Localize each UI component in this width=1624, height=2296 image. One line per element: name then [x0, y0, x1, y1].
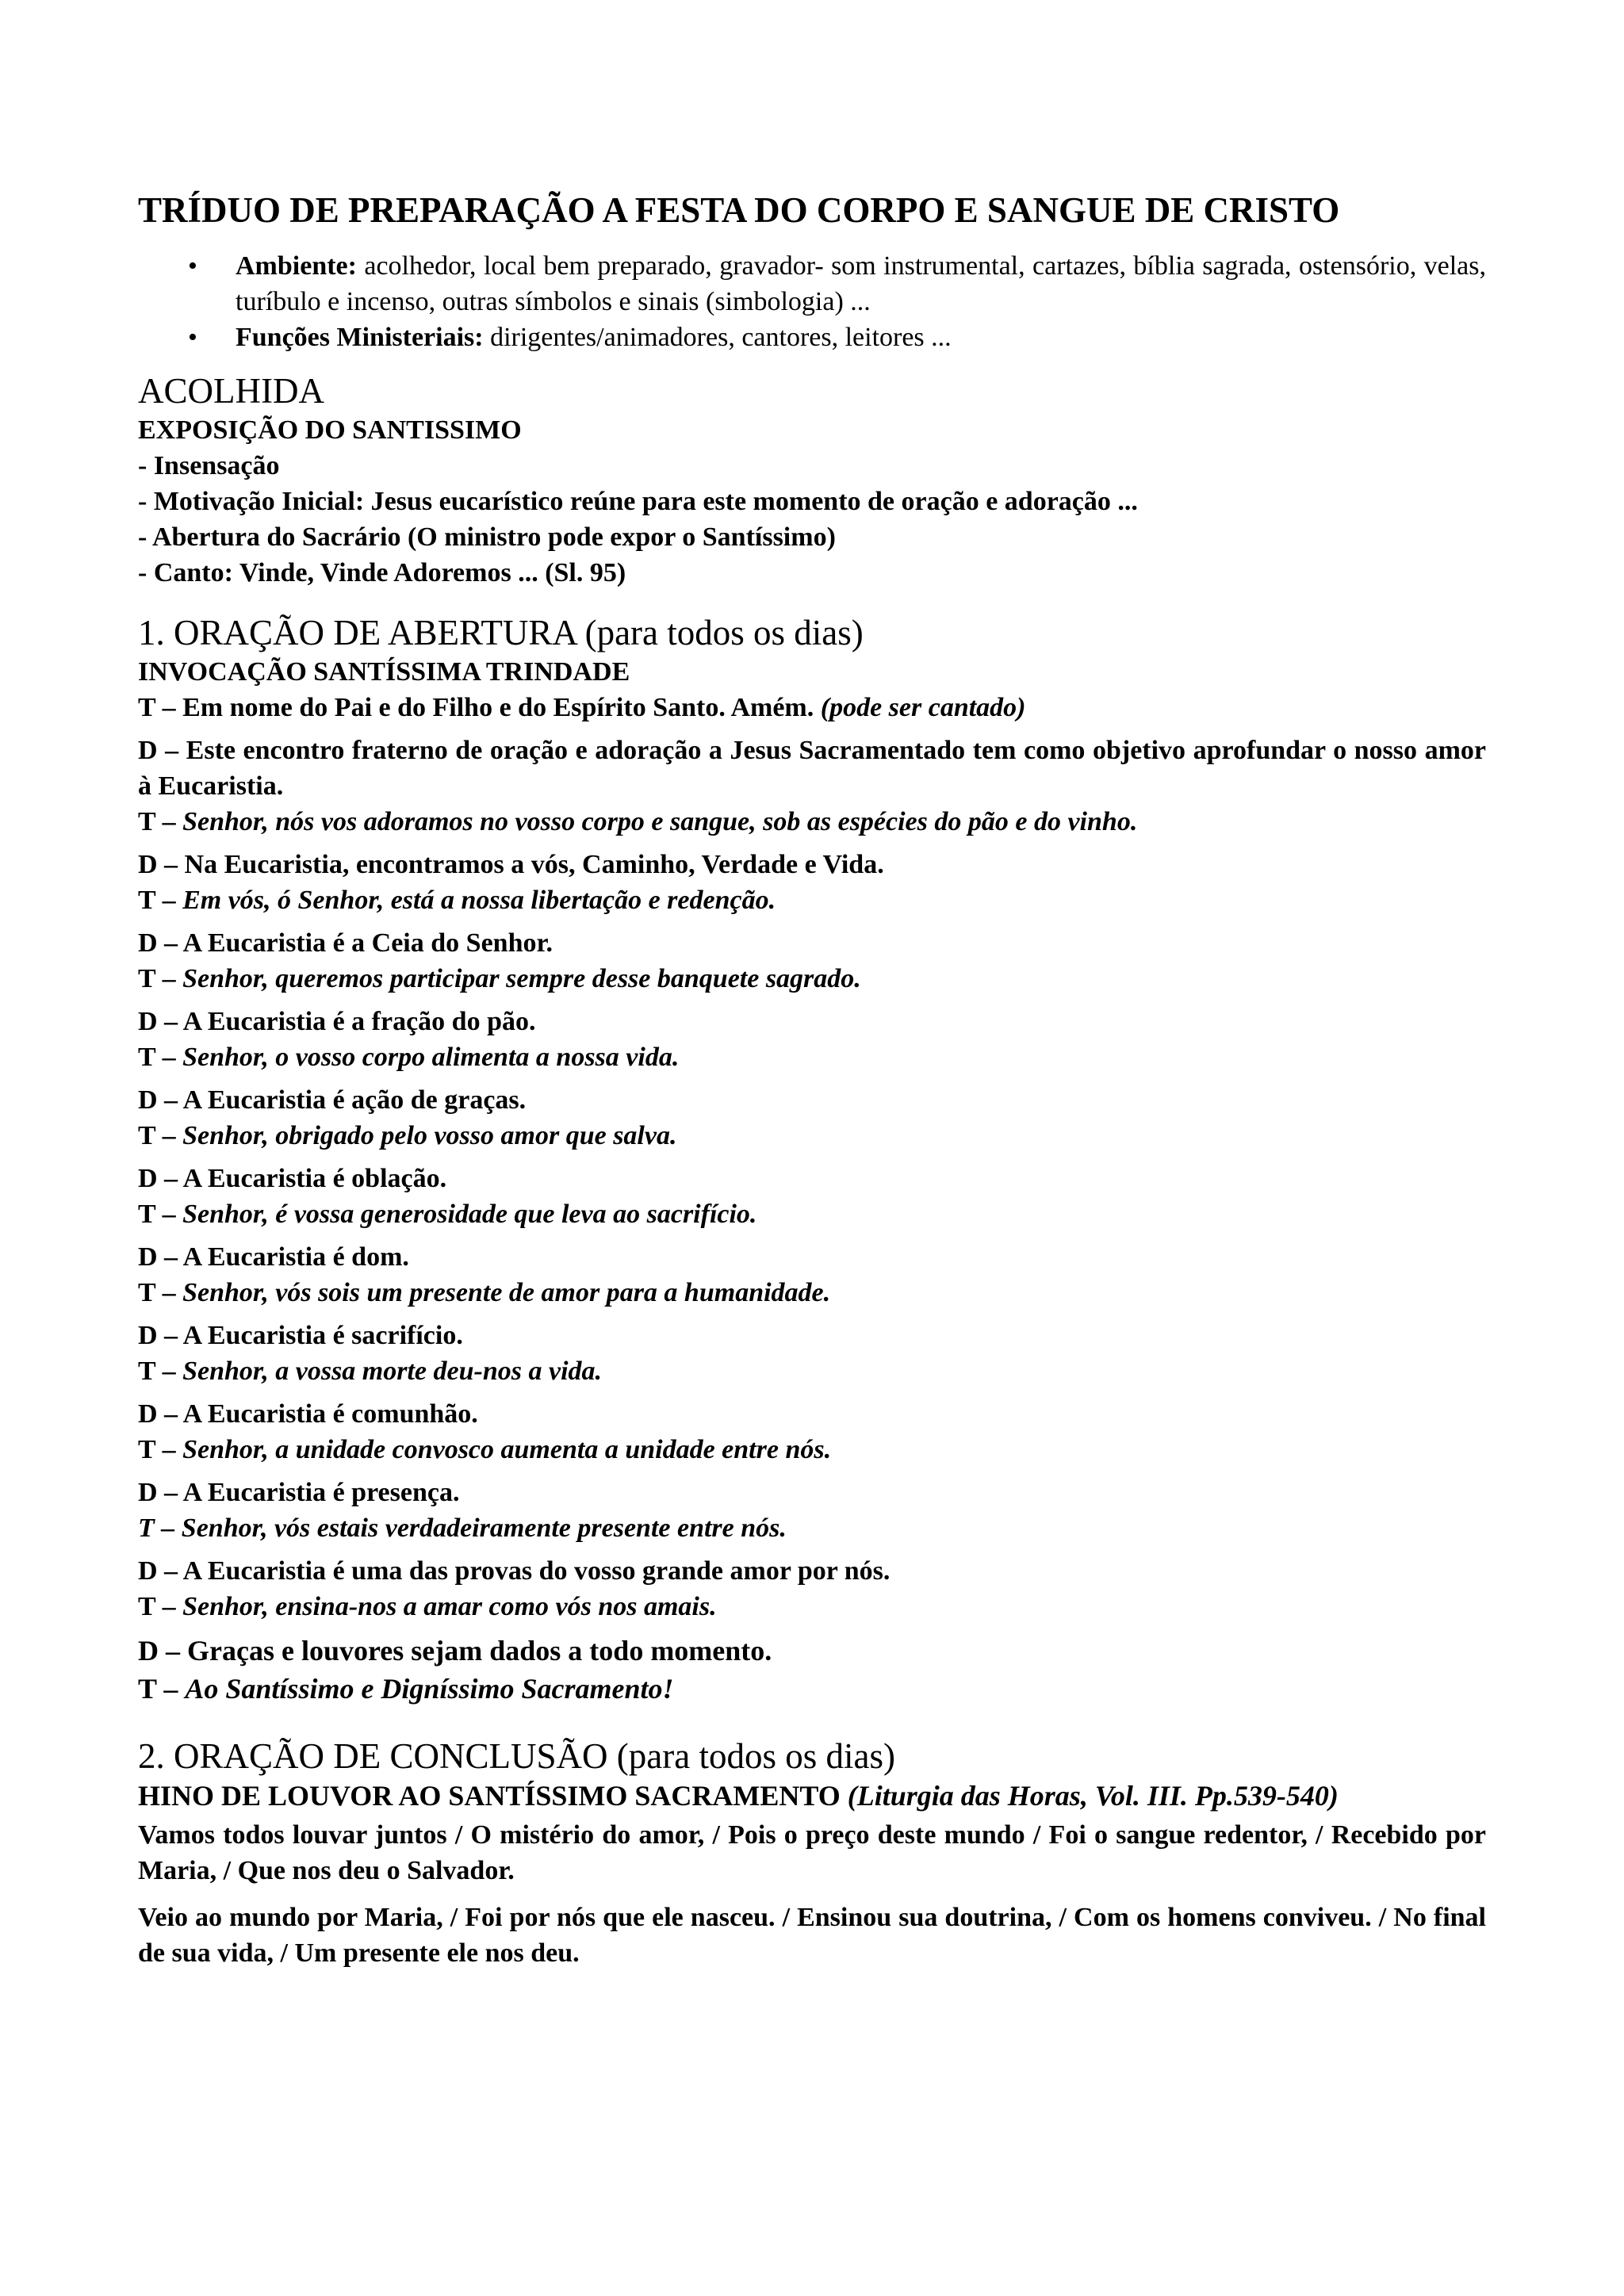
prayer-t-line	[138, 1353, 1486, 1389]
prayer-t-text: Senhor, a vossa morte deu-nos a vida.	[182, 1357, 603, 1386]
prayer-t-text: Senhor, ensina-nos a amar como vós nos amais.	[182, 1592, 717, 1621]
invocation-line	[138, 690, 1486, 725]
conclusao-heading: 2. ORAÇÃO DE CONCLUSÃO (para todos os dias)	[138, 1736, 895, 1776]
prayer-d-line: D – A Eucaristia é uma das provas do vosso grande amor por nós.	[138, 1556, 891, 1586]
prayer-pair	[138, 1004, 1486, 1075]
bullet-dot-icon: •	[188, 251, 197, 281]
prayer-t-prefix: T –	[138, 1592, 183, 1621]
prayer-t-line	[138, 1196, 1486, 1232]
prayer-t-prefix: T –	[138, 886, 183, 915]
prayer-pair-final	[138, 1632, 1486, 1708]
prayer-d-line: D – A Eucaristia é a Ceia do Senhor.	[138, 928, 553, 958]
hino-stanza: Vamos todos louvar juntos / O mistério do amor, / Pois o preço deste mundo / Foi o sangue redentor, / Recebido por Maria, / Que nos deu o Salvador.	[138, 1820, 1486, 1885]
prayer-t-text: Senhor, é vossa generosidade que leva ao sacrifício.	[182, 1200, 757, 1229]
abertura-subheading: INVOCAÇÃO SANTÍSSIMA TRINDADE	[138, 657, 630, 687]
prayer-t-line	[138, 961, 1486, 997]
prayer-t-line	[138, 882, 1486, 918]
prayer-t-line	[138, 1670, 1486, 1708]
prayer-d-line: D – A Eucaristia é dom.	[138, 1242, 409, 1272]
prayer-t-text: Senhor, o vosso corpo alimenta a nossa vida.	[182, 1043, 680, 1072]
prayer-t-line	[138, 1275, 1486, 1311]
hino-reference: (Liturgia das Horas, Vol. III. Pp.539-540)	[847, 1780, 1339, 1812]
prayer-t-prefix: T –	[138, 1278, 183, 1307]
prayer-t-prefix: T –	[138, 1357, 183, 1386]
prayer-t-prefix: T –	[138, 1200, 183, 1229]
document-title: TRÍDUO DE PREPARAÇÃO A FESTA DO CORPO E SANGUE DE CRISTO	[138, 190, 1340, 230]
prayer-pair	[138, 1161, 1486, 1232]
prayer-pair	[138, 733, 1486, 840]
prayer-t-prefix: T –	[138, 1043, 183, 1072]
prayer-d-line: D – A Eucaristia é ação de graças.	[138, 1085, 527, 1115]
document-page	[138, 186, 1486, 1982]
prayer-pair	[138, 1475, 1486, 1546]
prayer-d-line: D – A Eucaristia é a fração do pão.	[138, 1007, 536, 1036]
prayer-t-prefix: T –	[138, 807, 183, 836]
hino-title: HINO DE LOUVOR AO SANTÍSSIMO SACRAMENTO	[138, 1780, 848, 1812]
acolhida-heading: ACOLHIDA	[138, 371, 324, 411]
bullet-funcoes	[188, 320, 1486, 355]
prayer-t-text: Senhor, nós vos adoramos no vosso corpo e sangue, sob as espécies do pão e do vinho.	[182, 807, 1138, 836]
prayer-d-line: D – A Eucaristia é sacrifício.	[138, 1321, 463, 1350]
hino-title-line	[138, 1777, 1486, 1814]
prayer-pair	[138, 1318, 1486, 1389]
abertura-heading: 1. ORAÇÃO DE ABERTURA (para todos os dias)	[138, 613, 864, 652]
prayer-t-line	[138, 804, 1486, 840]
prayer-pair	[138, 1239, 1486, 1311]
acolhida-item: - Insensação	[138, 451, 280, 480]
prayer-t-line	[138, 1510, 1486, 1546]
prayer-t-text: Senhor, obrigado pelo vosso amor que salva.	[182, 1121, 677, 1150]
prayer-t-prefix: T –	[138, 1121, 183, 1150]
prayer-d-line: D – A Eucaristia é oblação.	[138, 1164, 447, 1193]
prayer-t-text: Senhor, a unidade convosco aumenta a unidade entre nós.	[182, 1435, 832, 1464]
prayer-t-prefix: T –	[138, 1673, 186, 1705]
prayer-d-line: D – Este encontro fraterno de oração e adoração a Jesus Sacramentado tem como objetivo aprofundar o nosso amor à Eucaristia.	[138, 736, 1486, 801]
prayer-t-text: Em vós, ó Senhor, está a nossa libertação e redenção.	[182, 886, 776, 915]
prayer-t-text: Senhor, vós estais verdadeiramente presente entre nós.	[181, 1513, 787, 1543]
bullet-list	[138, 248, 1486, 355]
prayer-t-prefix: T –	[138, 1513, 182, 1543]
invocation-text: T – Em nome do Pai e do Filho e do Espírito Santo. Amém.	[138, 693, 821, 722]
hino-stanza: Veio ao mundo por Maria, / Foi por nós que ele nasceu. / Ensinou sua doutrina, / Com os homens conviveu. / No final de sua vida, / Um presente ele nos deu.	[138, 1903, 1486, 1968]
prayer-t-line	[138, 1039, 1486, 1075]
acolhida-item: - Motivação Inicial: Jesus eucarístico reúne para este momento de oração e adoração ...	[138, 487, 1138, 516]
invocation-note: (pode ser cantado)	[820, 693, 1026, 722]
prayer-t-line	[138, 1118, 1486, 1154]
prayer-t-prefix: T –	[138, 964, 183, 993]
prayer-t-line	[138, 1589, 1486, 1624]
bullet-text: dirigentes/animadores, cantores, leitores ...	[483, 323, 952, 352]
prayer-pair	[138, 1396, 1486, 1468]
prayer-t-text: Senhor, queremos participar sempre desse banquete sagrado.	[182, 964, 861, 993]
prayer-d-line: D – Na Eucaristia, encontramos a vós, Caminho, Verdade e Vida.	[138, 850, 884, 879]
prayer-d-line: D – A Eucaristia é comunhão.	[138, 1399, 478, 1429]
acolhida-item: - Canto: Vinde, Vinde Adoremos ... (Sl. 95)	[138, 558, 626, 587]
prayer-t-line	[138, 1432, 1486, 1468]
prayer-t-prefix: T –	[138, 1435, 183, 1464]
bullet-label: Funções Ministeriais:	[236, 323, 484, 352]
prayer-pair	[138, 925, 1486, 997]
prayer-pair	[138, 1082, 1486, 1154]
bullet-dot-icon: •	[188, 323, 197, 352]
prayer-t-text: Ao Santíssimo e Digníssimo Sacramento!	[185, 1673, 674, 1705]
acolhida-subheading: EXPOSIÇÃO DO SANTISSIMO	[138, 415, 522, 445]
prayer-pair	[138, 847, 1486, 918]
prayer-d-line: D – A Eucaristia é presença.	[138, 1478, 460, 1507]
prayer-t-text: Senhor, vós sois um presente de amor para a humanidade.	[182, 1278, 831, 1307]
bullet-text: acolhedor, local bem preparado, gravador- som instrumental, cartazes, bíblia sagrada, ostensório, velas, turíbulo e incenso, outras símbolos e sinais (simbologia) ...	[236, 251, 1486, 316]
bullet-label: Ambiente:	[236, 251, 357, 281]
acolhida-item: - Abertura do Sacrário (O ministro pode expor o Santíssimo)	[138, 522, 836, 552]
prayer-d-line: D – Graças e louvores sejam dados a todo momento.	[138, 1635, 772, 1667]
prayer-pair	[138, 1553, 1486, 1624]
bullet-ambiente	[188, 248, 1486, 320]
